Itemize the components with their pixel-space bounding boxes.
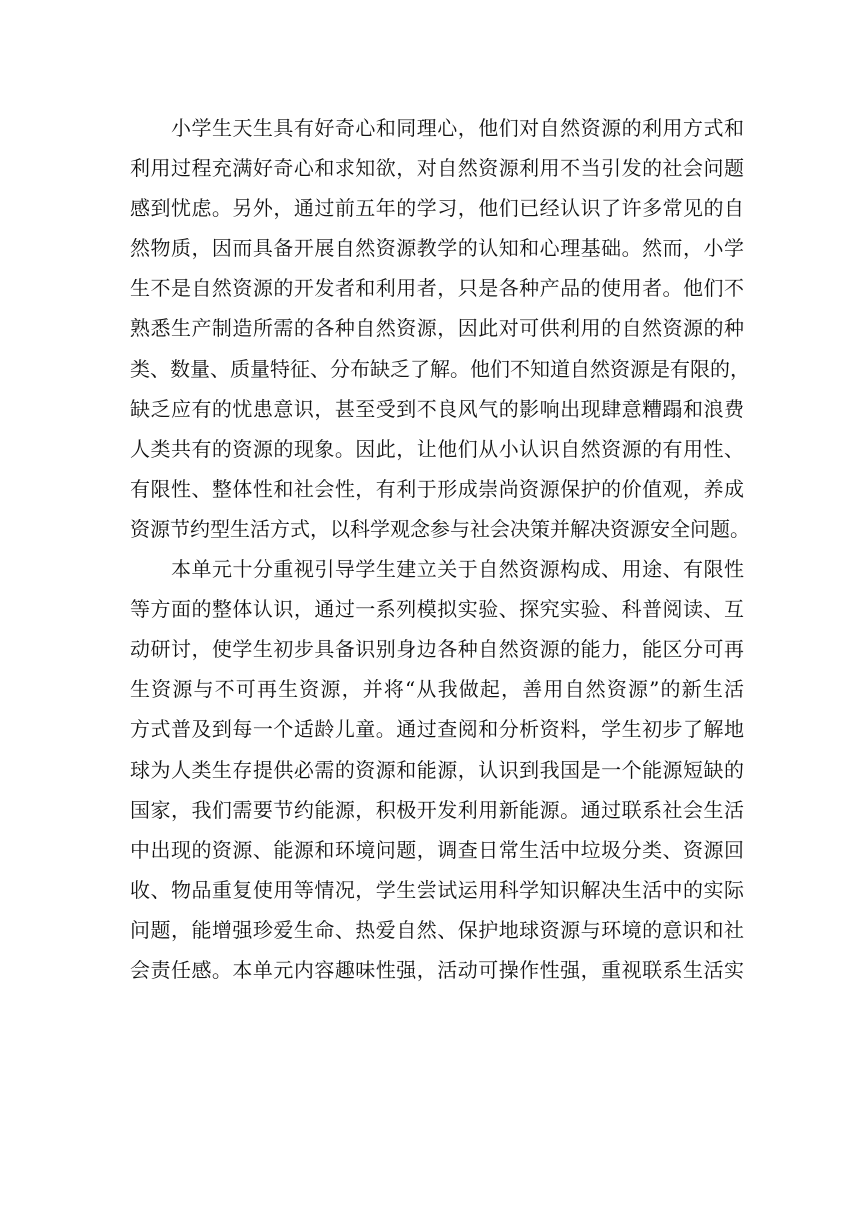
text-line: 球为人类生存提供必需的资源和能源，认识到我国是一个能源短缺的 (130, 757, 744, 782)
text-line: 本单元十分重视引导学生建立关于自然资源构成、用途、有限性 (171, 557, 744, 582)
text-line: 生资源与不可再生资源，并将“从我做起，善用自然资源”的新生活 (130, 677, 744, 702)
text-line: 中出现的资源、能源和环境问题，调查日常生活中垃圾分类、资源回 (130, 837, 744, 862)
text-line: 熟悉生产制造所需的各种自然资源，因此对可供利用的自然资源的种 (130, 316, 744, 341)
text-line: 问题，能增强珍爱生命、热爱自然、保护地球资源与环境的意识和社 (130, 917, 744, 942)
text-line: 然物质，因而具备开展自然资源教学的认知和心理基础。然而，小学 (130, 236, 744, 261)
paragraph-2 (130, 549, 744, 990)
document-body (130, 108, 750, 990)
text-line: 感到忧虑。另外，通过前五年的学习，他们已经认识了许多常见的自 (130, 196, 744, 221)
text-line: 利用过程充满好奇心和求知欲，对自然资源利用不当引发的社会问题 (130, 156, 744, 181)
text-line: 会责任感。本单元内容趣味性强，活动可操作性强，重视联系生活实 (130, 957, 744, 982)
paragraph-1 (130, 108, 750, 549)
text-line: 生不是自然资源的开发者和利用者，只是各种产品的使用者。他们不 (130, 276, 744, 301)
text-line: 有限性、整体性和社会性，有利于形成崇尚资源保护的价值观，养成 (130, 476, 744, 501)
text-line: 动研讨，使学生初步具备识别身边各种自然资源的能力，能区分可再 (130, 637, 744, 662)
text-line: 方式普及到每一个适龄儿童。通过查阅和分析资料，学生初步了解地 (130, 717, 744, 742)
text-line: 等方面的整体认识，通过一系列模拟实验、探究实验、科普阅读、互 (130, 597, 744, 622)
text-line: 类、数量、质量特征、分布缺乏了解。他们不知道自然资源是有限的， (130, 356, 750, 381)
text-line: 收、物品重复使用等情况，学生尝试运用科学知识解决生活中的实际 (130, 877, 744, 902)
text-line: 小学生天生具有好奇心和同理心，他们对自然资源的利用方式和 (171, 116, 744, 140)
text-line: 国家，我们需要节约能源，积极开发利用新能源。通过联系社会生活 (130, 797, 744, 822)
text-line: 资源节约型生活方式，以科学观念参与社会决策并解决资源安全问题。 (130, 516, 750, 541)
text-line: 人类共有的资源的现象。因此，让他们从小认识自然资源的有用性、 (130, 436, 744, 461)
text-line: 缺乏应有的忧患意识，甚至受到不良风气的影响出现肆意糟蹋和浪费 (130, 396, 744, 421)
